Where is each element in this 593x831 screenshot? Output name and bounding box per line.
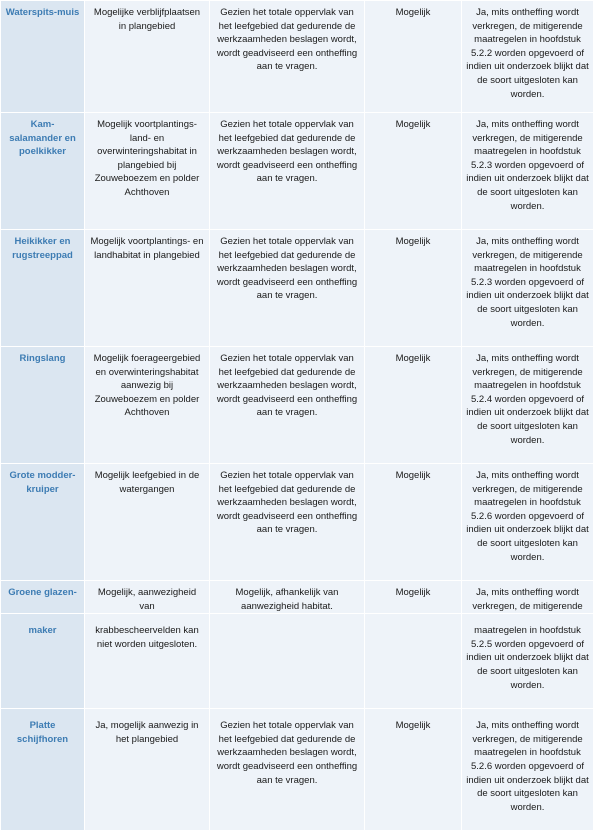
species-name: Kam-salamander en poelkikker bbox=[1, 113, 85, 230]
assessment-cell: Gezien het totale oppervlak van het leefgebied dat gedurende de werkzaamheden beslagen wordt, wordt geadviseerd een ontheffing aan te vragen. bbox=[210, 709, 365, 831]
permit-cell: Ja, mits ontheffing wordt verkregen, de mitigerende maatregelen in hoofdstuk 5.2.2 worden opgevoerd of indien uit onderzoek blijkt dat de soort uitgesloten kan worden. bbox=[462, 1, 593, 113]
table-row bbox=[1, 113, 593, 230]
occurrence-cell: Mogelijk foerageergebied en overwinteringshabitat aanwezig bij Zouweboezem en polder Achthoven bbox=[85, 347, 210, 464]
effect-cell bbox=[365, 614, 462, 709]
permit-cell: Ja, mits ontheffing wordt verkregen, de mitigerende maatregelen in hoofdstuk 5.2.6 worden opgevoerd of indien uit onderzoek blijkt dat de soort uitgesloten kan worden. bbox=[462, 464, 593, 581]
occurrence-cell: Mogelijk voortplantings- en landhabitat in plangebied bbox=[85, 230, 210, 347]
assessment-cell: Mogelijk, afhankelijk van aanwezigheid habitat. bbox=[210, 581, 365, 614]
occurrence-cell: Ja, mogelijk aanwezig in het plangebied bbox=[85, 709, 210, 831]
species-name: Groene glazen- bbox=[1, 581, 85, 614]
species-name: Heikikker en rugstreeppad bbox=[1, 230, 85, 347]
effect-cell: Mogelijk bbox=[365, 230, 462, 347]
table-row bbox=[1, 581, 593, 614]
table-row bbox=[1, 614, 593, 709]
permit-cell: Ja, mits ontheffing wordt verkregen, de mitigerende maatregelen in hoofdstuk 5.2.4 worden opgevoerd of indien uit onderzoek blijkt dat de soort uitgesloten kan worden. bbox=[462, 347, 593, 464]
effect-cell: Mogelijk bbox=[365, 113, 462, 230]
occurrence-cell: krabbescheervelden kan niet worden uitgesloten. bbox=[85, 614, 210, 709]
permit-cell: maatregelen in hoofdstuk 5.2.5 worden opgevoerd of indien uit onderzoek blijkt dat de soort uitgesloten kan worden. bbox=[462, 614, 593, 709]
effect-cell: Mogelijk bbox=[365, 581, 462, 614]
table-row bbox=[1, 230, 593, 347]
assessment-cell: Gezien het totale oppervlak van het leefgebied dat gedurende de werkzaamheden beslagen wordt, wordt geadviseerd een ontheffing aan te vragen. bbox=[210, 347, 365, 464]
species-name: Waterspits-muis bbox=[1, 1, 85, 113]
effect-cell: Mogelijk bbox=[365, 709, 462, 831]
species-name: Grote modder-kruiper bbox=[1, 464, 85, 581]
table-row bbox=[1, 709, 593, 831]
assessment-cell: Gezien het totale oppervlak van het leefgebied dat gedurende de werkzaamheden beslagen wordt, wordt geadviseerd een ontheffing aan te vragen. bbox=[210, 464, 365, 581]
table-row bbox=[1, 1, 593, 113]
occurrence-cell: Mogelijke verblijfplaatsen in plangebied bbox=[85, 1, 210, 113]
occurrence-cell: Mogelijk voortplantings- land- en overwinteringshabitat in plangebied bij Zouweboezem en polder Achthoven bbox=[85, 113, 210, 230]
assessment-cell: Gezien het totale oppervlak van het leefgebied dat gedurende de werkzaamheden beslagen wordt, wordt geadviseerd een ontheffing aan te vragen. bbox=[210, 230, 365, 347]
permit-cell: Ja, mits ontheffing wordt verkregen, de mitigerende maatregelen in hoofdstuk 5.2.3 worden opgevoerd of indien uit onderzoek blijkt dat de soort uitgesloten kan worden. bbox=[462, 230, 593, 347]
table-row bbox=[1, 464, 593, 581]
effect-cell: Mogelijk bbox=[365, 1, 462, 113]
occurrence-cell: Mogelijk leefgebied in de watergangen bbox=[85, 464, 210, 581]
occurrence-cell: Mogelijk, aanwezigheid van bbox=[85, 581, 210, 614]
species-name: Platte schijfhoren bbox=[1, 709, 85, 831]
assessment-cell: Gezien het totale oppervlak van het leefgebied dat gedurende de werkzaamheden beslagen wordt, wordt geadviseerd een ontheffing aan te vragen. bbox=[210, 1, 365, 113]
species-name: Ringslang bbox=[1, 347, 85, 464]
species-name: maker bbox=[1, 614, 85, 709]
assessment-cell bbox=[210, 614, 365, 709]
permit-cell: Ja, mits ontheffing wordt verkregen, de mitigerende maatregelen in hoofdstuk 5.2.3 worden opgevoerd of indien uit onderzoek blijkt dat de soort uitgesloten kan worden. bbox=[462, 113, 593, 230]
effect-cell: Mogelijk bbox=[365, 464, 462, 581]
effect-cell: Mogelijk bbox=[365, 347, 462, 464]
permit-cell: Ja, mits ontheffing wordt verkregen, de mitigerende maatregelen in hoofdstuk 5.2.6 worden opgevoerd of indien uit onderzoek blijkt dat de soort uitgesloten kan worden. bbox=[462, 709, 593, 831]
permit-cell: Ja, mits ontheffing wordt verkregen, de mitigerende bbox=[462, 581, 593, 614]
table-row bbox=[1, 347, 593, 464]
assessment-cell: Gezien het totale oppervlak van het leefgebied dat gedurende de werkzaamheden beslagen wordt, wordt geadviseerd een ontheffing aan te vragen. bbox=[210, 113, 365, 230]
